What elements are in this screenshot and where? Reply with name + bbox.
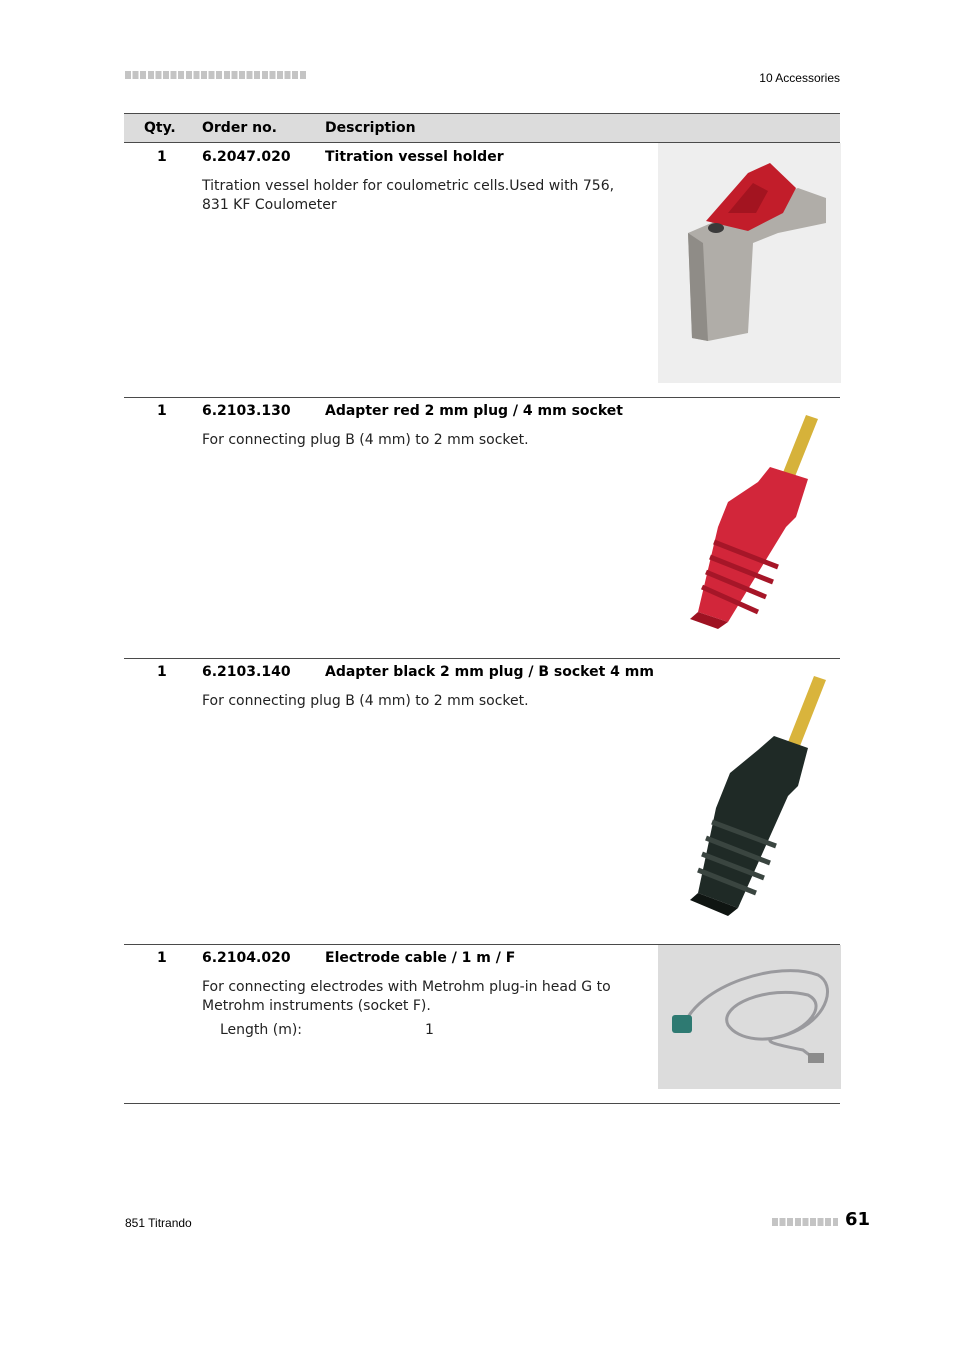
order-no: 6.2104.020 [202,950,291,966]
footer-dots [772,1218,838,1226]
order-no: 6.2103.130 [202,403,291,419]
chapter-title: 10 Accessories [759,71,840,85]
table-row [124,944,840,1104]
red-adapter-photo [658,407,841,642]
table-bottom-rule [124,1103,840,1104]
qty: 1 [157,149,167,165]
table-row [124,397,840,657]
item-description: For connecting plug B (4 mm) to 2 mm socket. [202,432,529,448]
table-row [124,143,840,393]
table-header [124,113,840,143]
header-dots [125,71,307,79]
order-no: 6.2047.020 [202,149,291,165]
item-title: Electrode cable / 1 m / F [325,950,516,966]
item-description: Titration vessel holder for coulometric cells.Used with 756, 831 KF Coulometer [202,178,615,213]
item-title: Titration vessel holder [325,149,504,165]
qty: 1 [157,403,167,419]
spec-value: 1 [425,1022,434,1038]
qty: 1 [157,950,167,966]
item-title: Adapter red 2 mm plug / 4 mm socket [325,403,623,419]
item-description: For connecting plug B (4 mm) to 2 mm socket. [202,693,529,709]
spec-label: Length (m): [220,1022,303,1038]
item-description: For connecting electrodes with Metrohm plug-in head G to Metrohm instruments (socket F). [202,979,611,1014]
qty: 1 [157,664,167,680]
col-qty: Qty. [144,120,176,136]
page-number: 61 [845,1209,871,1230]
table-row [124,658,840,943]
col-order-no: Order no. [202,120,278,136]
item-title: Adapter black 2 mm plug / B socket 4 mm [325,664,654,680]
titration-vessel-holder-photo [658,143,841,383]
order-no: 6.2103.140 [202,664,291,680]
electrode-cable-photo [658,945,841,1089]
col-description: Description [325,120,416,136]
product-name: 851 Titrando [125,1216,192,1230]
black-adapter-photo [658,668,841,923]
